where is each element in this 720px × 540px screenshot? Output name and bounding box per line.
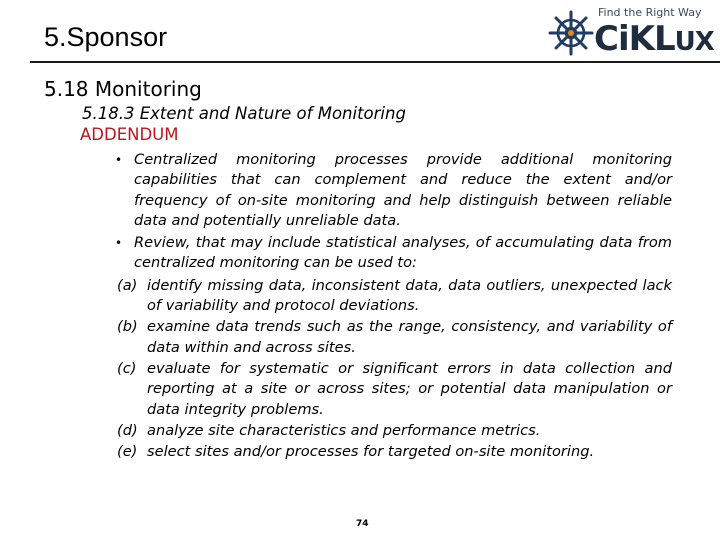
page-number: 74 xyxy=(356,519,369,529)
body-text xyxy=(115,150,672,463)
list-item-text: evaluate for systematic or significant errors in data collection and reporting at a site or across sites; or potential data manipulation or data integrity problems. xyxy=(147,359,672,418)
list-item xyxy=(117,442,672,462)
list-item-mark: (c) xyxy=(117,359,137,377)
company-logo xyxy=(548,4,716,60)
list-item-text: select sites and/or processes for targeted on-site monitoring. xyxy=(147,443,595,461)
list-item xyxy=(117,317,672,358)
bullet-text: Review, that may include statistical analyses, of accumulating data from centralized monitoring can be used to: xyxy=(134,234,672,272)
list-item-mark: (d) xyxy=(117,421,138,439)
bullet-text: Centralized monitoring processes provide additional monitoring capabilities that can complement and reduce the extent and/or frequency of on-site monitoring and help distinguish between reliable data and potentially unreliable data. xyxy=(134,151,672,229)
title-divider xyxy=(30,61,720,63)
list-item-text: analyze site characteristics and performance metrics. xyxy=(147,421,541,439)
list-item-text: examine data trends such as the range, consistency, and variability of data within and across sites. xyxy=(147,318,672,356)
bullet-item xyxy=(115,150,672,231)
subsection-heading: 5.18.3 Extent and Nature of Monitoring xyxy=(82,104,406,123)
logo-wordmark-main: CiKL xyxy=(594,19,675,59)
addendum-label: ADDENDUM xyxy=(80,125,179,144)
ship-wheel-icon xyxy=(548,10,594,56)
list-item xyxy=(117,421,672,441)
list-item xyxy=(117,276,672,317)
list-item xyxy=(117,359,672,420)
list-item-mark: (a) xyxy=(117,276,138,294)
bullet-dot-icon: • xyxy=(115,153,123,167)
section-heading: 5.18 Monitoring xyxy=(44,77,202,101)
page-title: 5.Sponsor xyxy=(44,22,168,52)
logo-wordmark xyxy=(594,19,714,59)
logo-wordmark-suffix: UX xyxy=(674,27,714,57)
list-item-mark: (b) xyxy=(117,318,138,336)
bullet-dot-icon: • xyxy=(115,236,123,251)
bullet-item xyxy=(115,233,672,274)
list-item-mark: (e) xyxy=(117,443,138,461)
logo-tagline: Find the Right Way xyxy=(598,6,702,19)
list-item-text: identify missing data, inconsistent data, data outliers, unexpected lack of variability and protocol deviations. xyxy=(147,276,672,315)
sub-item-list xyxy=(115,276,672,463)
